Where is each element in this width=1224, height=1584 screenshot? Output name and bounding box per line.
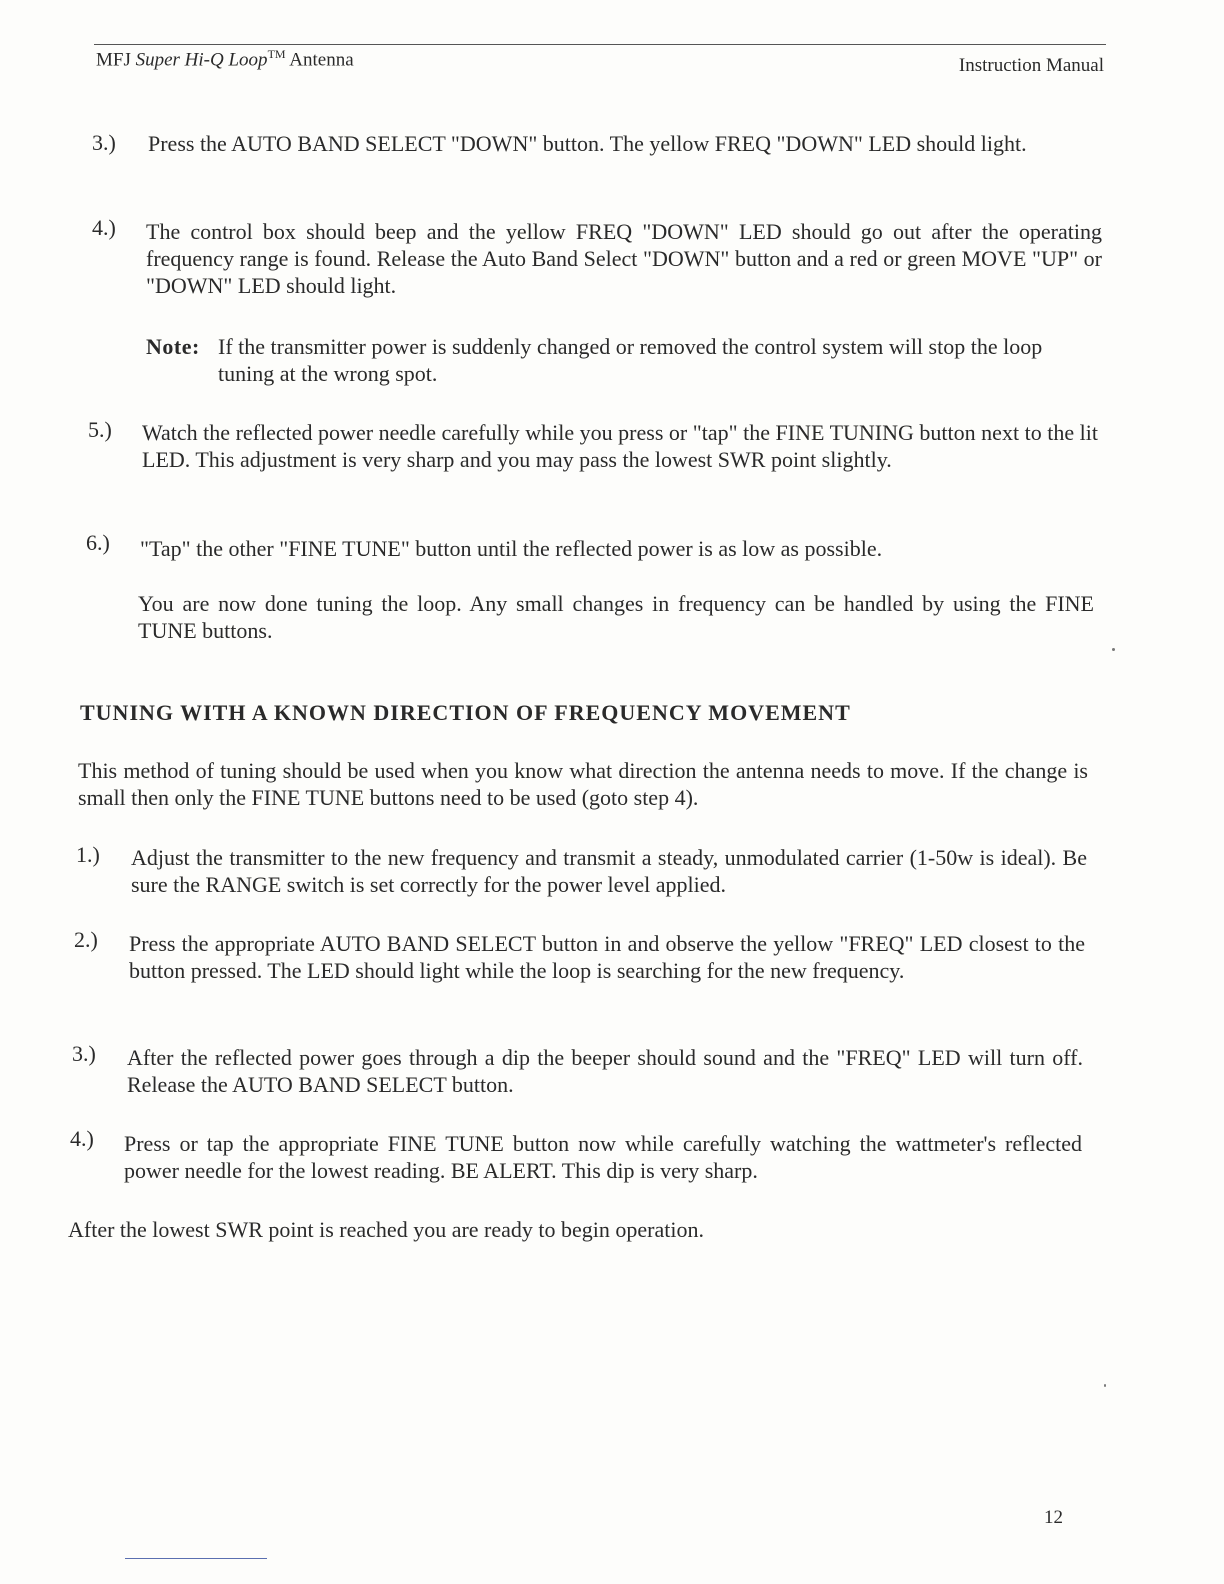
step-number: 6.) (86, 530, 110, 555)
header-product: Super Hi-Q Loop (135, 49, 268, 71)
page-header (94, 44, 1106, 81)
step-number: 4.) (92, 215, 116, 240)
scan-speck (1112, 648, 1115, 651)
section-intro: This method of tuning should be used when you know what direction the antenna needs to move. If the change is small then only the FINE TUNE buttons need to be used (goto step 4). (78, 758, 1088, 810)
section-heading: TUNING WITH A KNOWN DIRECTION OF FREQUENCY MOVEMENT (80, 700, 851, 725)
step-number: 2.) (74, 927, 98, 952)
note-block (146, 333, 1076, 386)
done-paragraph: You are now done tuning the loop. Any small changes in frequency can be handled by using the FINE TUNE buttons. (138, 591, 1094, 643)
step-text: After the reflected power goes through a dip the beeper should sound and the "FREQ" LED will turn off. Release the AUTO BAND SELECT button. (127, 1045, 1083, 1097)
closing-paragraph: After the lowest SWR point is reached you are ready to begin operation. (68, 1217, 704, 1242)
step-text: "Tap" the other "FINE TUNE" button until the reflected power is as low as possible. (140, 536, 883, 561)
step-number: 4.) (70, 1126, 94, 1151)
note-text: If the transmitter power is suddenly changed or removed the control system will stop the loop tuning at the wrong spot. (218, 334, 1043, 386)
step-text: Press or tap the appropriate FINE TUNE button now while carefully watching the wattmeter's reflected power needle for the lowest reading. BE ALERT. This dip is very sharp. (124, 1131, 1082, 1183)
step-text: Adjust the transmitter to the new frequency and transmit a steady, unmodulated carrier (1-50w is ideal). Be sure the RANGE switch is set correctly for the power level applied. (131, 845, 1087, 897)
step-text: Watch the reflected power needle carefully while you press or "tap" the FINE TUNING button next to the lit LED. This adjustment is very sharp and you may pass the lowest SWR point slightly. (142, 420, 1098, 472)
step-text: Press the appropriate AUTO BAND SELECT button in and observe the yellow "FREQ" LED closest to the button pressed. The LED should light while the loop is searching for the new frequency. (129, 931, 1085, 983)
step-number: 1.) (76, 842, 100, 867)
scan-speck (1104, 1384, 1106, 1387)
header-brand: MFJ (96, 49, 131, 71)
header-product-suffix: Antenna (289, 49, 354, 71)
step-number: 3.) (92, 130, 116, 155)
header-manual-label: Instruction Manual (958, 55, 1104, 76)
header-title (96, 47, 354, 71)
header-trademark: TM (267, 47, 286, 61)
step-number: 5.) (88, 417, 112, 442)
note-label: Note: (146, 334, 200, 359)
scan-mark (125, 1558, 267, 1559)
step-text: Press the AUTO BAND SELECT "DOWN" button. The yellow FREQ "DOWN" LED should light. (148, 131, 1027, 156)
step-text: The control box should beep and the yellow FREQ "DOWN" LED should go out after the operating frequency range is found. Release the Auto Band Select "DOWN" button and a red or green MOVE "UP" or "DOWN" LED should light. (146, 219, 1102, 298)
step-number: 3.) (72, 1041, 96, 1066)
page-number: 12 (1044, 1507, 1063, 1528)
